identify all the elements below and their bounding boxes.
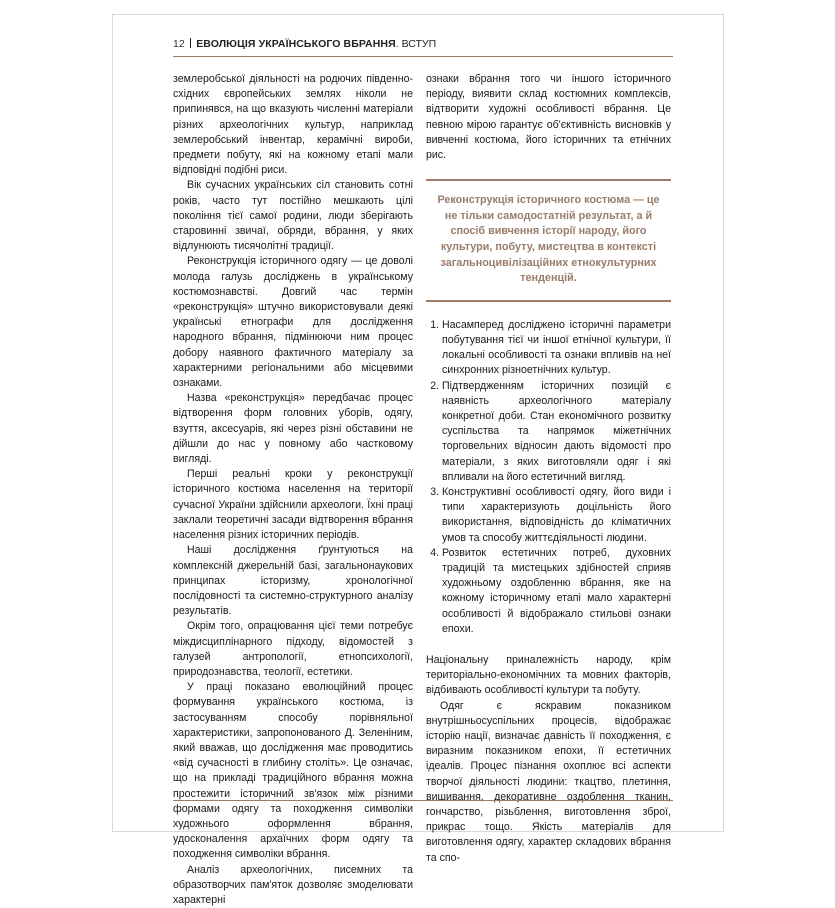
list-item: 4. Розвиток естетичних потреб, духовних традицій та мистецьких здібностей сприяв художньому оздобленню вбрання, яке на кожному історичному етапі мало характерні особливості й відображало стильові ознаки епохи.	[442, 546, 671, 637]
paragraph: Назва «реконструкція» передбачає процес відтворення форм головних уборів, одягу, взуття, аксесуарів, які через різні обставини не дійшли до нас у повному або частковому вигляді.	[173, 392, 413, 466]
header-rule	[173, 56, 673, 57]
page-number: 12	[173, 38, 185, 50]
section-title: . ВСТУП	[395, 38, 437, 50]
paragraph: ознаки вбрання того чи іншого історичного періоду, виявити склад костюмних комплексів, відтворити художні особливості вбрання. Це певною мірою гарантує об'єктивність висновків у вивченні костюма, його історичних та етнічних рис.	[426, 73, 671, 162]
paragraph: Національну приналежність народу, крім територіально-економічних та мовних факторів, відбивають особливості культури та побуту.	[426, 654, 671, 697]
book-title: ЕВОЛЮЦІЯ УКРАЇНСЬКОГО ВБРАННЯ	[196, 38, 396, 50]
pull-quote	[426, 179, 671, 302]
right-column	[426, 72, 671, 866]
paragraph: Вік сучасних українських сіл становить сотні років, часто тут постійно мешкають цілі покоління тієї самої родини, люди зберігають старовинні звичаї, обряди, вбрання, у яких відлунюють тисячолітні традиції.	[173, 179, 413, 253]
list-item: 1. Насамперед досліджено історичні параметри побутування тієї чи іншої етнічної культури, її локальні особливості та ознаки впливів на неї синхронних різноетнічних культур.	[442, 318, 671, 379]
header-divider	[190, 38, 192, 48]
pull-quote-text: Реконструкція історичного костюма — це не тільки самодостатній результат, а й спосіб вивчення історії народу, його культури, побуту, мистецтва в контексті загальноцивілізаційних етнокультурних тенденцій.	[437, 194, 660, 285]
paragraph: Реконструкція історичного одягу — це доволі молода галузь досліджень в українському костюмознавстві. Довгий час термін «реконструкція» штучно використовували деякі українські етнографи для дослідження народного вбрання, підмінюючи ним процес добору наявного фактичного матеріалу за характерними регіональними або місцевими ознаками.	[173, 255, 413, 390]
running-header	[173, 37, 673, 51]
list-item: 3. Конструктивні особливості одягу, його види і типи характеризують доцільність його використання, відповідність до кліматичних умов та способу життєдіяльності людини.	[442, 485, 671, 546]
book-page	[112, 14, 724, 906]
paragraph: землеробської діяльності на родючих південно-східних європейських землях ніколи не припинявся, на що вказують численні матеріали різних археологічних культур, наприклад землеробський інвентар, керамічні вироби, предмети побуту, які на кожному етапі мали відповідні подібні риси.	[173, 73, 413, 177]
closing-text	[426, 653, 671, 866]
footer-rule	[173, 800, 673, 801]
paragraph: У праці показано еволюційний процес формування українського костюма, із застосуванням способу порівняльної характеристики, запропонованого Д. Зеленіним, який вважав, що дослідження має проводитись «від сучасності в глибину століть». Це означає, що на прикладі традиційного вбрання можна простежити історичний зв'язок між різними формами одягу та походження символіки художнього оформлення вбрання, удосконалення архаїчних форм одягу та походження символіки вбрання.	[173, 681, 413, 861]
paragraph: Перші реальні кроки у реконструкції історичного костюма населення на території сучасної України здійснили археологи. Їхні праці заклали теоретичні засади відтворення вбрання населення різних історичних періодів.	[173, 468, 413, 542]
list-item: 2. Підтвердженням історичних позицій є наявність археологічного матеріалу конкретної доби. Стан економічного розвитку суспільства та напрямок міжетнічних торговельних відносин дають відомості про матеріали, з яких виготовляли одяг і які впливали на його естетичний вигляд.	[442, 379, 671, 485]
paragraph: Аналіз археологічних, писемних та образотворчих пам'яток дозволяє змоделювати характерні	[173, 863, 413, 906]
left-column	[173, 72, 413, 908]
numbered-list	[426, 318, 671, 637]
paragraph: Наші дослідження ґрунтуються на комплексній джерельній базі, загальнонаукових принципах історизму, хронологічної послідовності та системно-структурного аналізу результатів.	[173, 544, 413, 618]
pull-quote-bottom-rule	[426, 300, 671, 302]
paragraph: Окрім того, опрацювання цієї теми потребує міждисциплінарного підходу, відомостей з галузей антропології, етнопсихології, природознавства, теології, естетики.	[173, 620, 413, 678]
paragraph: Одяг є яскравим показником внутрішньосуспільних процесів, відображає історію нації, визначає давність її походження, є виразним показником епохи, її естетичних ідеалів. Процес пізнання охоплює всі аспекти творчої діяльності людини: ткацтво, плетиння, вишивання, декоративне оздоблення тканин, гончарство, різьблення, виготовлення зброї, прикрас тощо. Якість матеріалів для виготовлення одягу, характер складових вбрання та спо-	[426, 699, 671, 864]
